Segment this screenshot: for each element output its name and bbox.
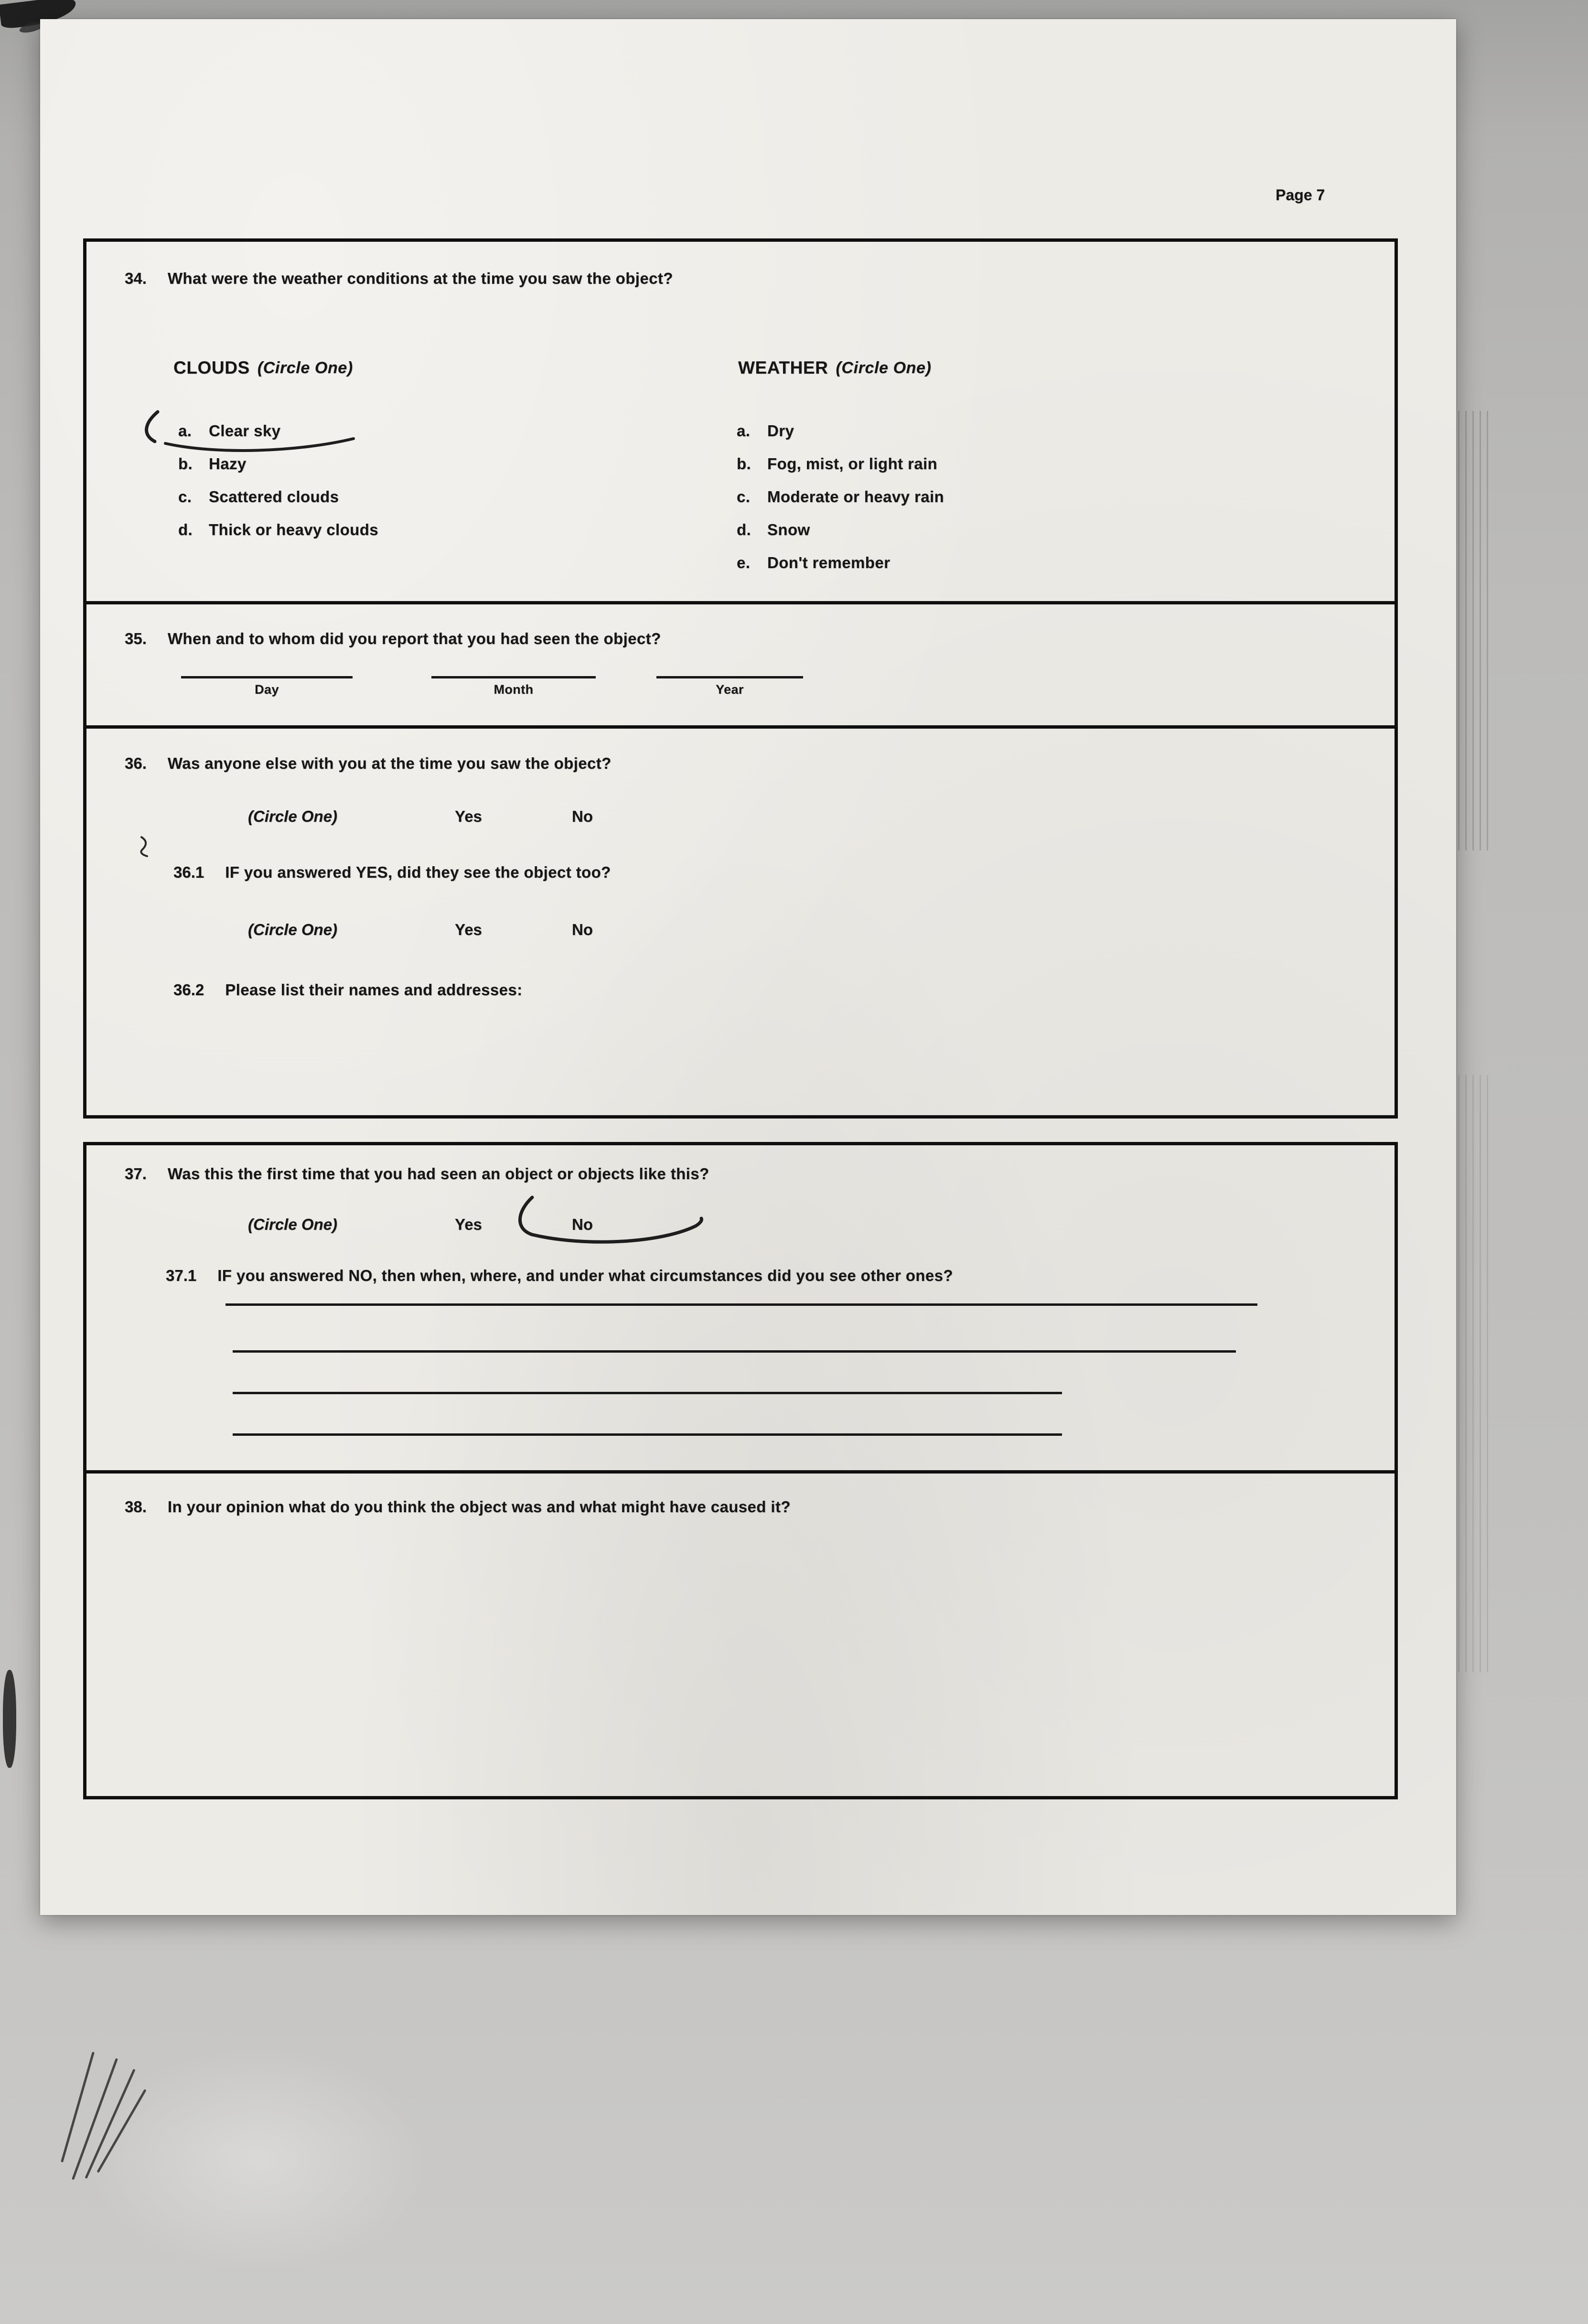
question-37-no-option[interactable]: No (572, 1216, 593, 1233)
answer-line-1[interactable] (225, 1303, 1257, 1306)
weather-circle-one-note: (Circle One) (836, 358, 932, 377)
question-36-2-text: Please list their names and addresses: (225, 981, 523, 999)
question-36-1-number: 36.1 (173, 863, 204, 881)
option-label: Moderate or heavy rain (767, 488, 944, 506)
question-37-box (83, 1142, 1398, 1474)
question-36-yes-option[interactable]: Yes (455, 807, 482, 825)
question-37-yes-option[interactable]: Yes (455, 1216, 482, 1233)
option-letter: b. (178, 455, 193, 473)
question-34 (125, 269, 673, 288)
clouds-circle-one-note: (Circle One) (257, 358, 353, 377)
option-label: Dry (767, 422, 794, 440)
question-36-no-option[interactable]: No (572, 807, 593, 825)
question-36-1-no-option[interactable]: No (572, 921, 593, 938)
question-38-box (83, 1470, 1398, 1799)
question-37-text: Was this the first time that you had seen an object or objects like this? (167, 1165, 709, 1183)
weather-column-heading (738, 358, 931, 378)
answer-line-2[interactable] (233, 1350, 1236, 1353)
day-blank[interactable] (181, 676, 353, 678)
clouds-option-b[interactable] (178, 455, 247, 473)
question-37-1-number: 37.1 (166, 1267, 197, 1284)
question-36-1-yes-option[interactable]: Yes (455, 921, 482, 938)
question-38-number: 38. (125, 1498, 147, 1516)
option-label: Hazy (209, 455, 247, 473)
circle-one-note: (Circle One) (248, 807, 338, 825)
question-36-box (83, 725, 1398, 1119)
question-34-number: 34. (125, 269, 147, 287)
month-label: Month (494, 682, 534, 697)
circle-one-note: (Circle One) (248, 1216, 338, 1233)
scan-artifact-right-streaks (1458, 411, 1492, 850)
scan-artifact-light-patch (86, 2045, 430, 2274)
question-36-circle-row (248, 807, 687, 829)
day-label: Day (255, 682, 279, 697)
option-letter: c. (737, 488, 751, 506)
option-letter: e. (737, 554, 751, 571)
option-letter: d. (178, 521, 193, 538)
question-36-1 (173, 863, 611, 882)
option-letter: c. (178, 488, 192, 506)
weather-heading-label: WEATHER (738, 358, 828, 377)
question-35 (125, 629, 661, 648)
option-label: Don't remember (767, 554, 891, 571)
question-36-number: 36. (125, 754, 147, 772)
question-37-1-text: IF you answered NO, then when, where, and under what circumstances did you see other ones? (217, 1267, 953, 1284)
option-letter: a. (737, 422, 751, 440)
clouds-heading-label: CLOUDS (173, 358, 250, 377)
answer-line-3[interactable] (233, 1392, 1062, 1394)
question-34-box (83, 238, 1398, 604)
weather-option-d[interactable] (737, 521, 810, 539)
scan-artifact-edge-blob (3, 1670, 16, 1768)
option-label: Fog, mist, or light rain (767, 455, 938, 473)
weather-option-b[interactable] (737, 455, 937, 473)
month-blank[interactable] (431, 676, 596, 678)
question-36-2 (173, 980, 523, 1000)
answer-line-4[interactable] (233, 1433, 1062, 1436)
option-letter: b. (737, 455, 751, 473)
question-36-1-text: IF you answered YES, did they see the object too? (225, 863, 611, 881)
option-label: Thick or heavy clouds (209, 521, 379, 538)
question-38-text: In your opinion what do you think the object was and what might have caused it? (167, 1498, 791, 1516)
clouds-option-c[interactable] (178, 488, 339, 506)
clouds-column-heading (173, 358, 353, 378)
clouds-option-d[interactable] (178, 521, 378, 539)
question-36 (125, 754, 612, 773)
question-36-1-circle-row (248, 921, 687, 943)
question-36-2-number: 36.2 (173, 981, 204, 999)
option-letter: a. (178, 422, 192, 440)
question-36-text: Was anyone else with you at the time you saw the object? (167, 754, 612, 772)
year-label: Year (716, 682, 744, 697)
question-37-1 (166, 1266, 953, 1285)
scan-artifact-right-streaks (1458, 1075, 1492, 1672)
option-letter: d. (737, 521, 751, 538)
question-37-circle-row (248, 1216, 687, 1237)
question-34-text: What were the weather conditions at the time you saw the object? (167, 269, 673, 287)
questionnaire-page (40, 19, 1456, 1915)
circle-one-note: (Circle One) (248, 921, 338, 938)
weather-option-a[interactable] (737, 422, 794, 440)
option-label: Scattered clouds (209, 488, 339, 506)
weather-option-e[interactable] (737, 554, 890, 572)
option-label: Snow (767, 521, 810, 538)
question-37 (125, 1164, 709, 1184)
question-35-text: When and to whom did you report that you had seen the object? (167, 630, 661, 647)
year-blank[interactable] (656, 676, 803, 678)
question-37-number: 37. (125, 1165, 147, 1183)
page-number-label: Page 7 (1276, 186, 1325, 204)
option-label: Clear sky (209, 422, 281, 440)
question-38 (125, 1497, 791, 1517)
question-35-box (83, 601, 1398, 729)
weather-option-c[interactable] (737, 488, 944, 506)
question-35-number: 35. (125, 630, 147, 647)
clouds-option-a[interactable] (178, 422, 280, 440)
